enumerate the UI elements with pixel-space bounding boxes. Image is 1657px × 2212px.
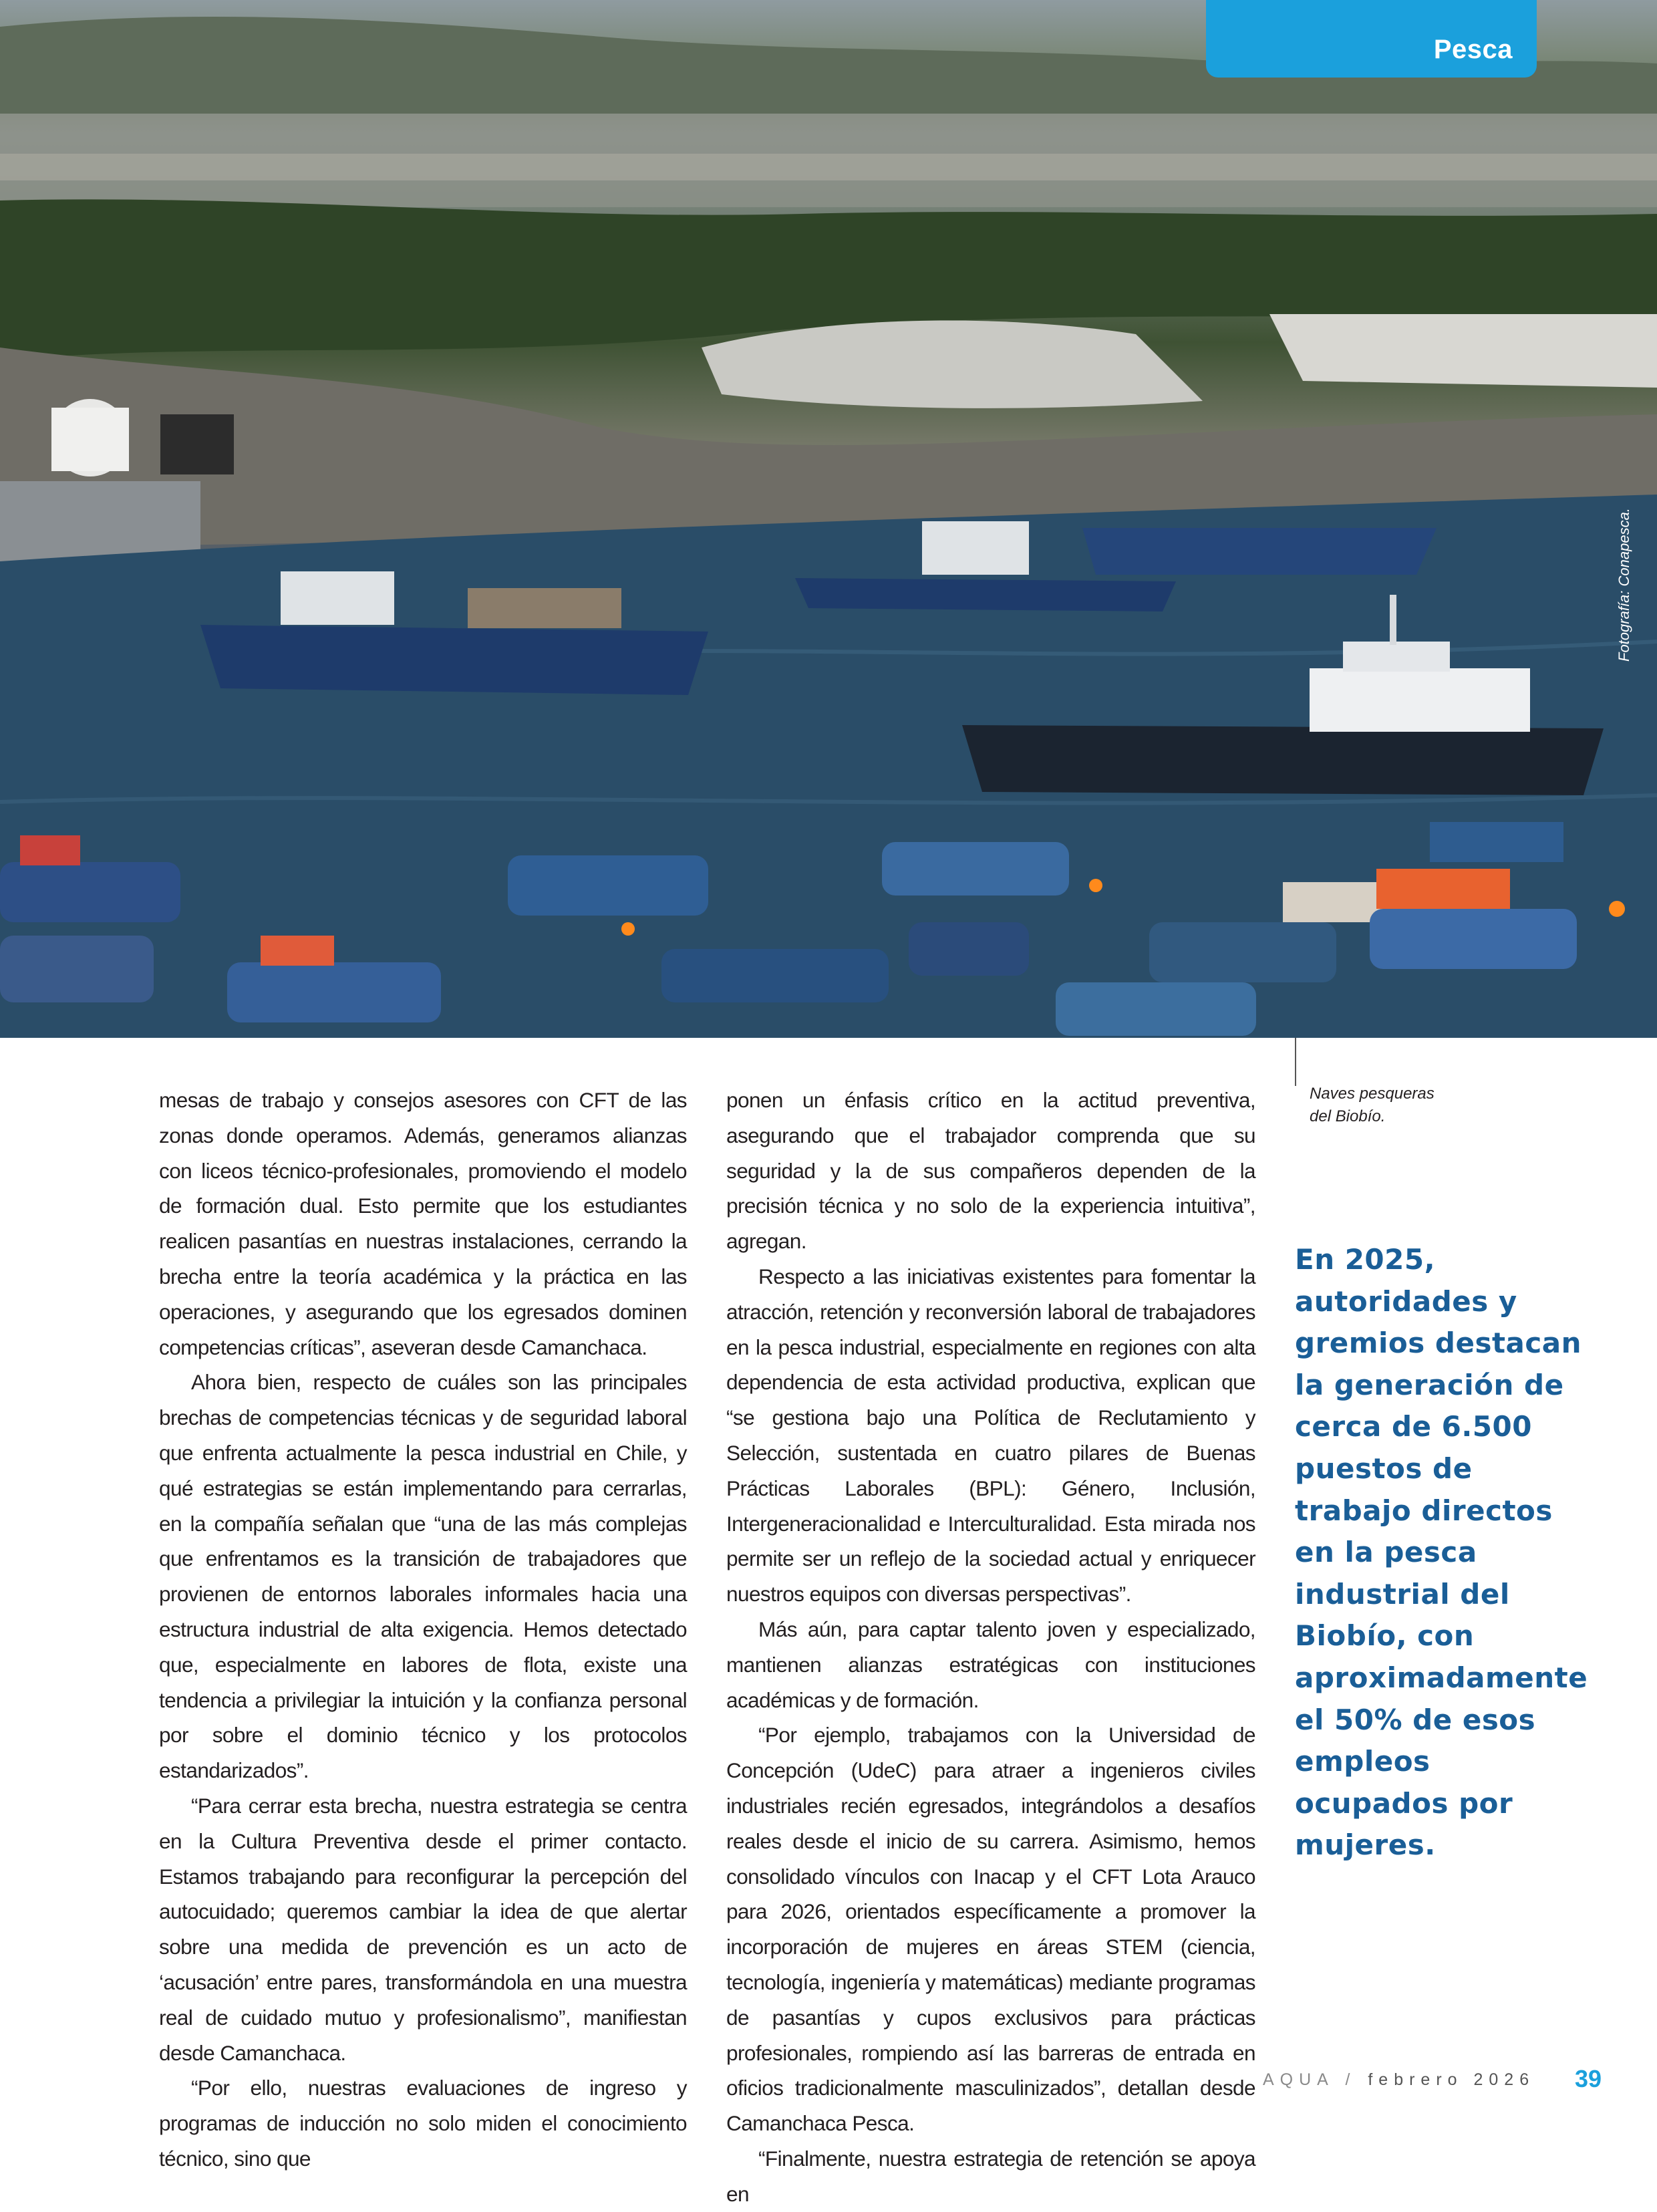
- paragraph: Ahora bien, respecto de cuáles son las principales brechas de competencias técnicas y de seguridad laboral que enfrenta actualmente la pesca industrial en Chile, y qué estrategias se están implementando para cerrarlas, en la compañía señalan que “una de las más complejas que enfrentamos es la transición de trabajadores que provienen de entornos laborales informales hacia una estructura industrial de alta exigencia. Hemos detectado que, especialmente en labores de flota, existe una tendencia a privilegiar la intuición y la confianza personal por sobre el dominio técnico y los protocolos estandarizados”.: [159, 1370, 687, 1783]
- caption-rule: [1295, 1038, 1296, 1086]
- photo-caption: [1310, 1083, 1470, 1128]
- photo-credit: Fotografía: Conapesca.: [1616, 508, 1632, 662]
- paragraph: “Para cerrar esta brecha, nuestra estrategia se centra en la Cultura Preventiva desde el primer contacto. Estamos trabajando para reconfigurar la percepción del autocuidado; queremos cambiar la idea de que alertar sobre una medida de prevención es un acto de ‘acusación’ entre pares, transformándola en una muestra real de cuidado mutuo y profesionalismo”, manifiestan desde Camanchaca.: [159, 1793, 687, 2065]
- footer-issue: [1263, 2070, 1535, 2090]
- paragraph: Más aún, para captar talento joven y especializado, mantienen alianzas estratégicas con instituciones académicas y de formación.: [726, 1617, 1255, 1712]
- paragraph: Respecto a las iniciativas existentes para fomentar la atracción, retención y reconversión laboral de trabajadores en la pesca industrial, especialmente en regiones con alta dependencia de esta actividad productiva, explican que “se gestiona bajo una Política de Reclutamiento y Selección, sustentada en cuatro pilares de Buenas Prácticas Laborales (BPL): Género, Inclusión, Intergeneracionalidad e Interculturalidad. Esta mirada nos permite ser un reflejo de la sociedad actual y enriquecer nuestros equipos con diversas perspectivas”.: [726, 1264, 1255, 1607]
- section-tab-label: Pesca: [1433, 35, 1513, 64]
- paragraph: mesas de trabajo y consejos asesores con CFT de las zonas donde operamos. Además, generamos alianzas con liceos técnico-profesionales, promoviendo el modelo de formación dual. Esto permite que los estudiantes realicen pasantías en nuestras instalaciones, cerrando la brecha entre la teoría académica y la práctica en las operaciones, y asegurando que los egresados dominen competencias críticas”, aseveran desde Camanchaca.: [159, 1088, 687, 1359]
- issue-date: febrero 2026: [1368, 2070, 1535, 2089]
- harbor-illustration: [0, 0, 1657, 1038]
- pull-quote: En 2025, autoridades y gremios destacan la generación de cerca de 6.500 puestos de trabajo directos en la pesca industrial del Biobío, con aproximadamente el 50% de esos empleos ocupados por mujeres.: [1295, 1243, 1588, 1862]
- paragraph: “Finalmente, nuestra estrategia de retención se apoya en: [726, 2146, 1255, 2206]
- paragraph: “Por ello, nuestras evaluaciones de ingreso y programas de inducción no solo miden el conocimiento técnico, sino que: [159, 2076, 687, 2171]
- article-column-1: [159, 1083, 687, 2177]
- caption-line: del Biobío.: [1310, 1107, 1386, 1125]
- article-column-2: [726, 1083, 1255, 2212]
- harbor-photo: [0, 0, 1657, 1038]
- page-number: 39: [1575, 2065, 1602, 2092]
- caption-line: Naves pesqueras: [1310, 1085, 1435, 1103]
- footer-separator: /: [1345, 2070, 1356, 2089]
- section-tab: [1206, 0, 1537, 78]
- magazine-name: AQUA: [1263, 2070, 1334, 2089]
- paragraph: “Por ejemplo, trabajamos con la Universidad de Concepción (UdeC) para atraer a ingenieros civiles industriales recién egresados, integrándolos a desafíos reales desde el inicio de su carrera. Asimismo, hemos consolidado vínculos con Inacap y el CFT Lota Arauco para 2026, orientados específicamente a promover la incorporación de mujeres en áreas STEM (ciencia, tecnología, ingeniería y matemáticas) mediante programas de pasantías y cupos exclusivos para prácticas profesionales, rompiendo así las barreras de entrada en oficios tradicionalmente masculinizados”, detallan desde Camanchaca Pesca.: [726, 1723, 1255, 2136]
- paragraph: ponen un énfasis crítico en la actitud preventiva, asegurando que el trabajador comprenda que su seguridad y la de sus compañeros dependen de la precisión técnica y no solo de la experiencia intuitiva”, agregan.: [726, 1088, 1255, 1254]
